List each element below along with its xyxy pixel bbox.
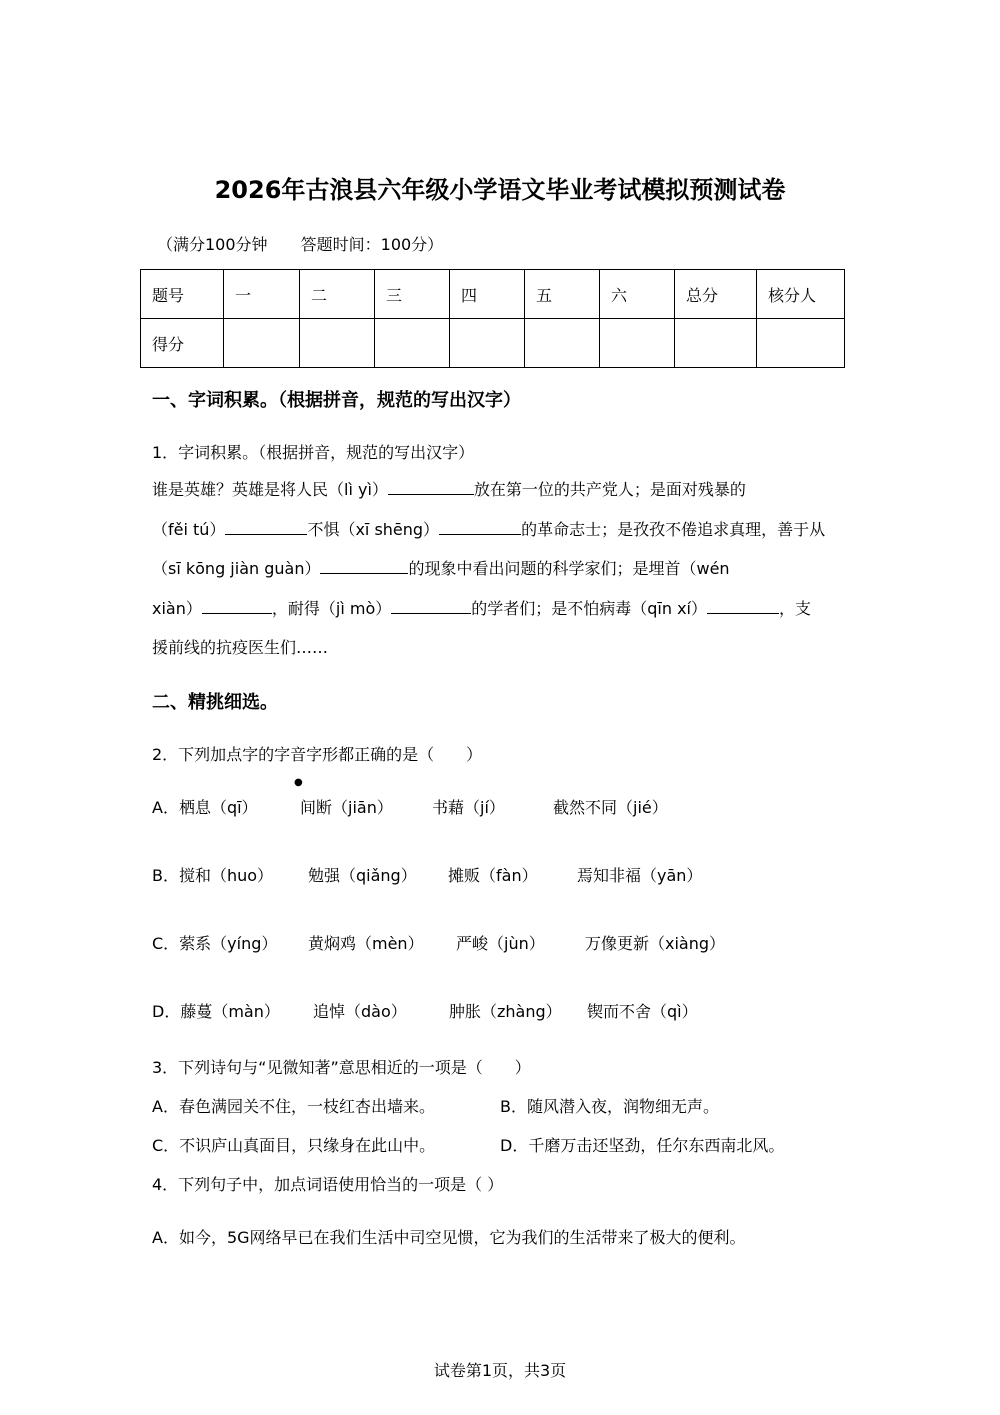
q2-option-a-1[interactable]: A．栖息（qī） <box>152 798 258 817</box>
table-cell: 题号 <box>141 270 224 319</box>
q2-option-a-2: 间断（jiān） <box>300 798 393 817</box>
passage-text: （fěi tú） <box>152 519 226 539</box>
passage-text: xiàn） <box>152 598 202 618</box>
score-cell[interactable] <box>375 319 450 368</box>
q3-option-d[interactable]: D．千磨万击还坚劲，任尔东西南北风。 <box>500 1136 785 1155</box>
q2-option-b-3: 摊贩（fàn） <box>448 866 538 885</box>
passage-text: 谁是英雄？英雄是将人民（lì yì） <box>152 480 388 499</box>
passage-text: 不惧（xī shēng） <box>307 519 440 539</box>
answer-blank[interactable] <box>202 597 272 614</box>
answer-time: 答题时间：100分） <box>300 235 444 254</box>
passage-text: 放在第一位的共产党人；是面对残暴的 <box>473 480 746 499</box>
full-score: （满分100分钟 <box>157 235 268 254</box>
q3-option-a[interactable]: A．春色满园关不住，一枝红杏出墙来。 <box>152 1097 435 1116</box>
passage-line <box>152 470 842 510</box>
score-table <box>140 269 845 368</box>
table-cell: 总分 <box>675 270 757 319</box>
q2-option-a-3: 书藉（jí） <box>432 798 505 817</box>
table-cell: 四 <box>450 270 525 319</box>
emphasis-dot: ● <box>294 777 303 788</box>
q2-option-c-2: 黄焖鸡（mèn） <box>308 934 424 953</box>
passage-text: 的现象中看出问题的科学家们；是埋首（wén <box>408 559 730 578</box>
passage-text: 援前线的抗疫医生们…… <box>152 638 329 657</box>
q2-option-c-3: 严峻（jùn） <box>456 934 545 953</box>
q4-option-a[interactable]: A．如今，5G网络早已在我们生活中司空见惯，它为我们的生活带来了极大的便利。 <box>152 1228 746 1247</box>
q2-option-d-3: 肿胀（zhàng） <box>449 1002 562 1021</box>
answer-blank[interactable] <box>225 518 307 535</box>
question-3-prompt: 3．下列诗句与“见微知著”意思相近的一项是（ ） <box>152 1058 531 1077</box>
question-4-prompt: 4．下列句子中，加点词语使用恰当的一项是（ ） <box>152 1175 504 1194</box>
q3-option-c[interactable]: C．不识庐山真面目，只缘身在此山中。 <box>152 1136 436 1155</box>
passage-line <box>152 628 842 668</box>
table-cell: 六 <box>600 270 675 319</box>
q2-option-c-1[interactable]: C．萦系（yíng） <box>152 934 278 953</box>
passage-line <box>152 589 842 629</box>
question-1-prompt: 1．字词积累。（根据拼音，规范的写出汉字） <box>152 443 475 462</box>
score-cell[interactable] <box>675 319 757 368</box>
score-cell[interactable] <box>525 319 600 368</box>
table-cell: 五 <box>525 270 600 319</box>
answer-blank[interactable] <box>439 518 521 535</box>
section-heading-1: 一、字词积累。（根据拼音，规范的写出汉字） <box>152 390 521 411</box>
table-cell: 核分人 <box>757 270 845 319</box>
q3-option-b[interactable]: B．随风潜入夜，润物细无声。 <box>500 1097 719 1116</box>
page-title: 2026年古浪县六年级小学语文毕业考试模拟预测试卷 <box>214 176 786 204</box>
score-table-score-row <box>141 319 845 368</box>
exam-meta <box>157 232 471 255</box>
passage-text: （sī kōng jiàn guàn） <box>152 559 321 578</box>
score-table-header-row <box>141 270 845 319</box>
passage-text: ，耐得（jì mò） <box>271 598 392 618</box>
passage-line <box>152 510 842 550</box>
score-cell[interactable] <box>224 319 300 368</box>
q2-option-b-4: 焉知非福（yān） <box>577 866 703 885</box>
q2-option-d-2: 追悼（dào） <box>313 1002 407 1021</box>
q2-option-a-4: 截然不同（jié） <box>553 798 668 817</box>
question-2-prompt: 2．下列加点字的字音字形都正确的是（ ） <box>152 745 483 764</box>
q2-option-d-1[interactable]: D．藤蔓（màn） <box>152 1002 280 1021</box>
page-footer: 试卷第1页，共3页 <box>433 1361 567 1380</box>
passage-text: ，支 <box>778 598 811 618</box>
score-cell[interactable] <box>757 319 845 368</box>
table-cell: 二 <box>300 270 375 319</box>
q2-option-b-1[interactable]: B．搅和（huo） <box>152 866 274 885</box>
table-cell: 三 <box>375 270 450 319</box>
q2-option-d-4: 锲而不舍（qì） <box>587 1002 698 1021</box>
score-cell[interactable] <box>300 319 375 368</box>
score-cell[interactable] <box>600 319 675 368</box>
passage-text: 的革命志士；是孜孜不倦追求真理，善于从 <box>521 519 826 539</box>
passage-text: 的学者们；是不怕病毒（qīn xí） <box>471 598 707 618</box>
question-1-passage <box>152 470 842 668</box>
section-heading-2: 二、精挑细选。 <box>152 692 278 713</box>
table-cell: 一 <box>224 270 300 319</box>
answer-blank[interactable] <box>391 597 471 614</box>
passage-line <box>152 549 842 589</box>
answer-blank[interactable] <box>707 597 779 614</box>
q2-option-b-2: 勉强（qiǎng） <box>308 866 417 885</box>
answer-blank[interactable] <box>388 478 474 495</box>
score-cell[interactable] <box>450 319 525 368</box>
table-cell: 得分 <box>141 319 224 368</box>
q2-option-c-4: 万像更新（xiàng） <box>585 934 726 953</box>
answer-blank[interactable] <box>320 557 408 574</box>
